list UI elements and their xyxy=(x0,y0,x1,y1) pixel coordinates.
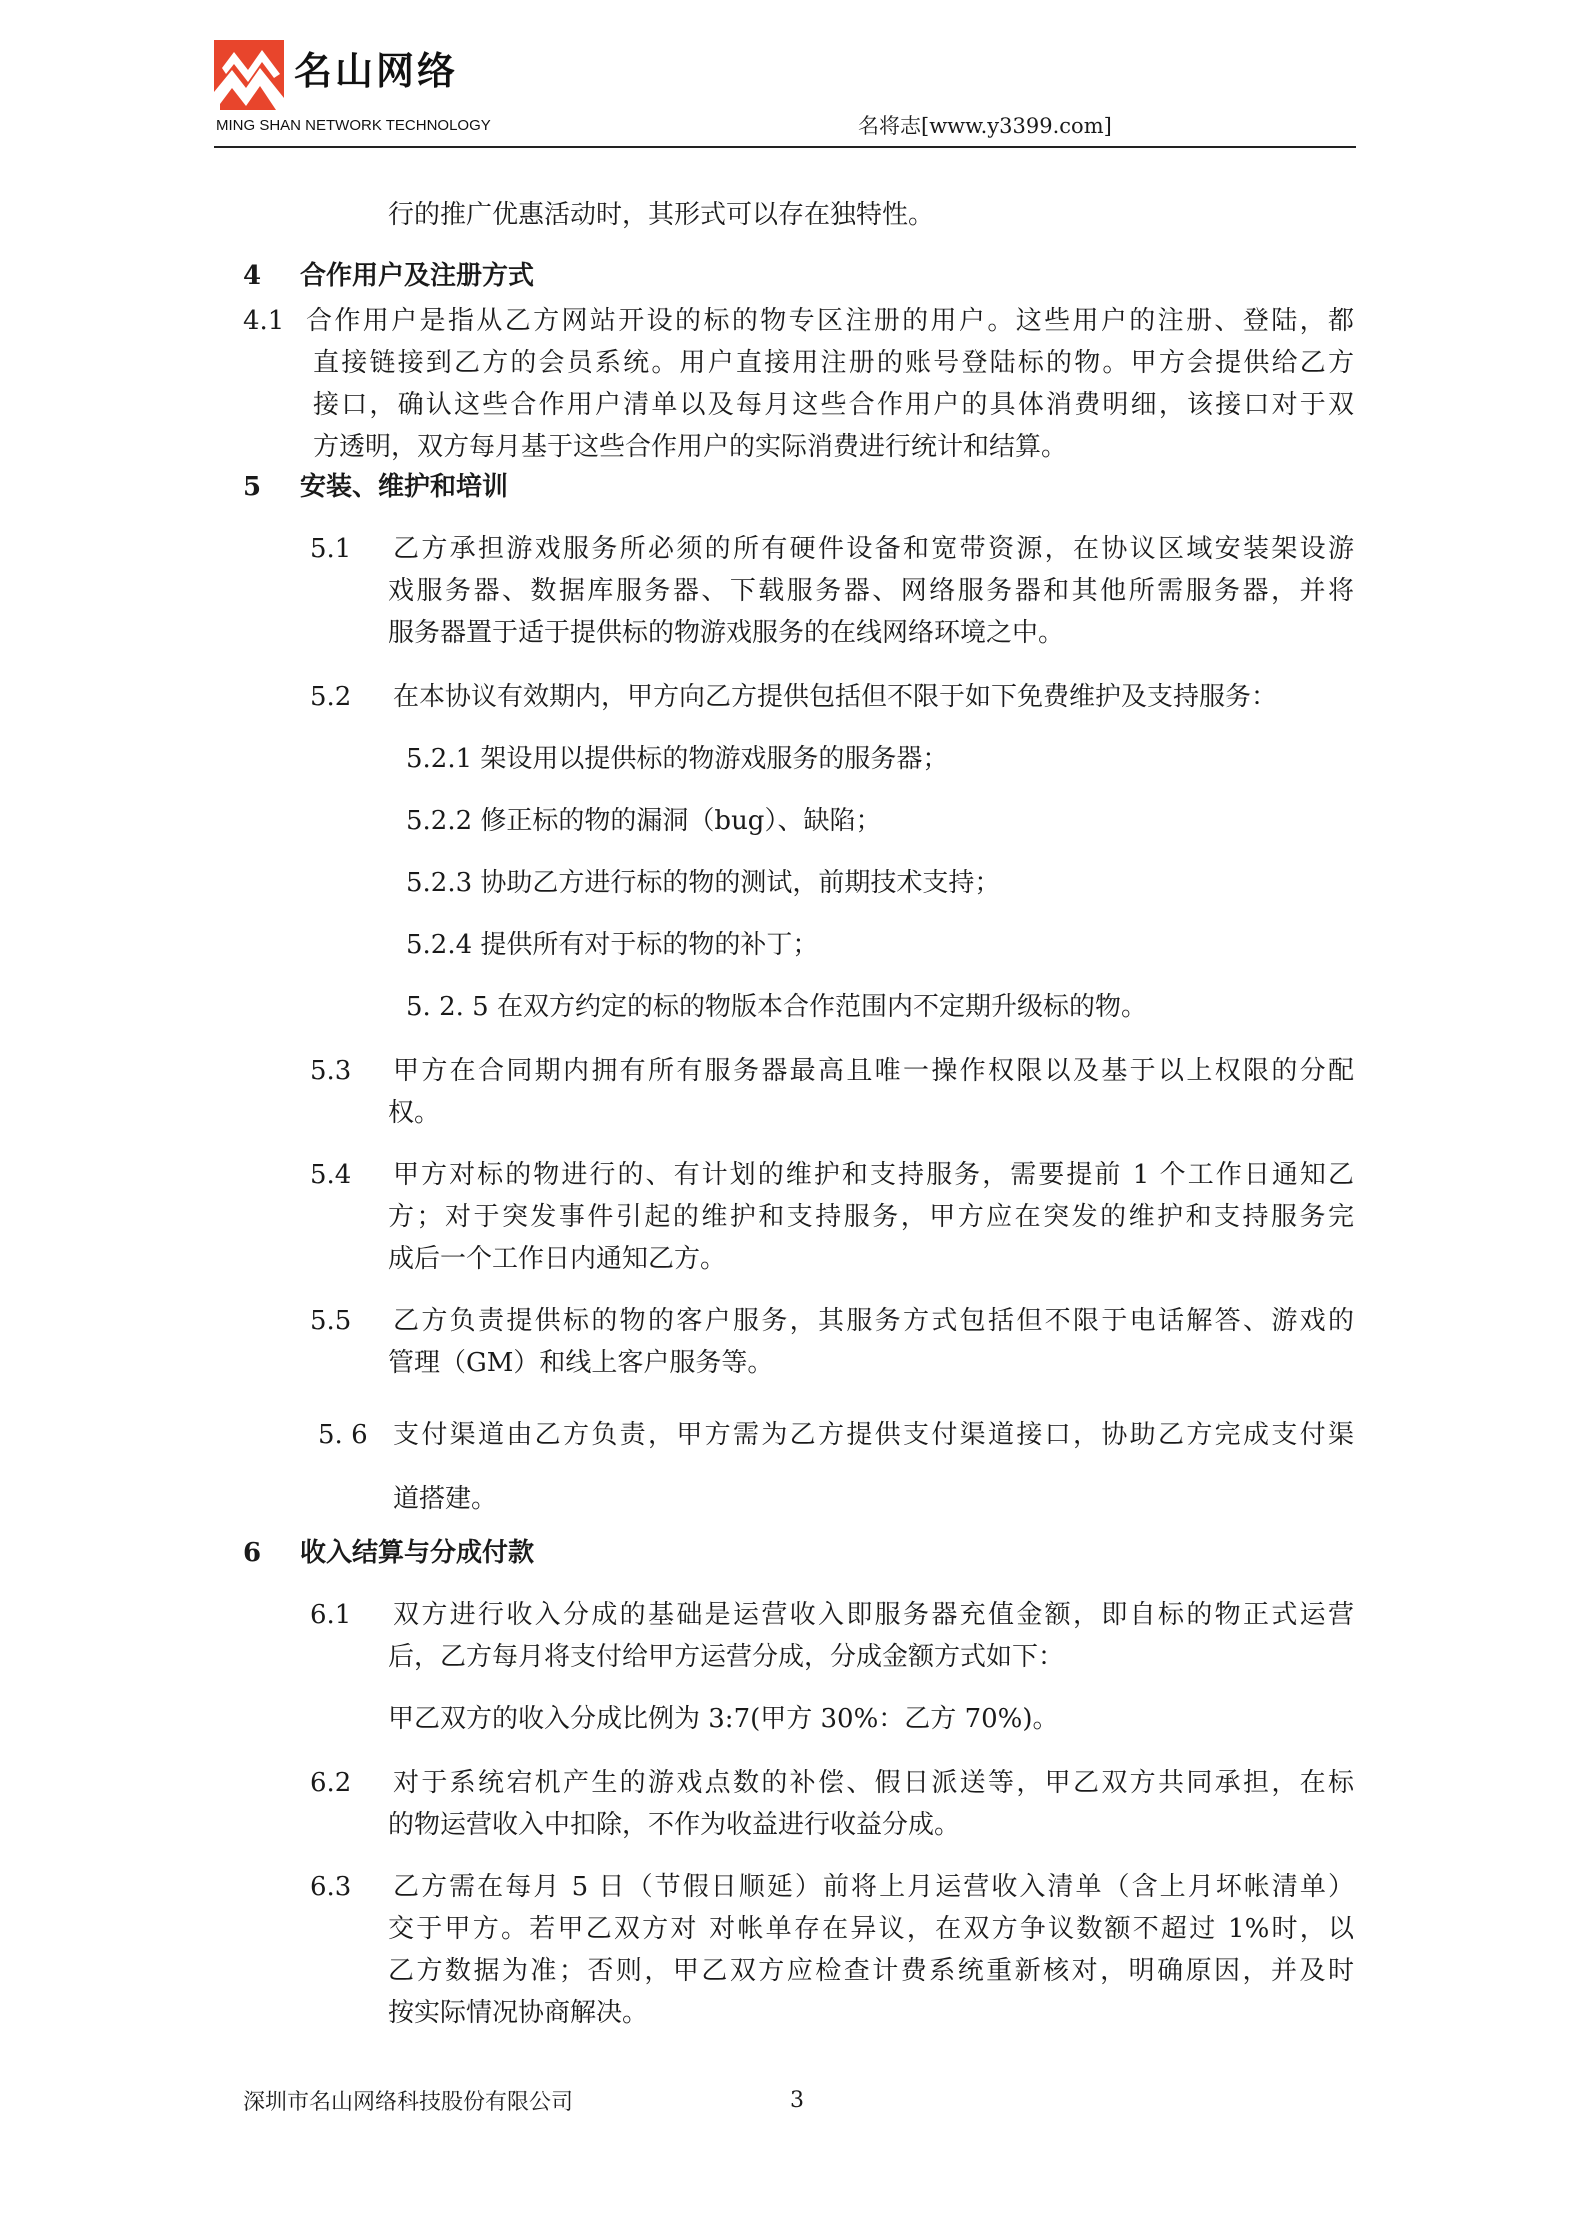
section-6-title: 收入结算与分成付款 xyxy=(300,1538,535,1568)
clause-4-1-line: 接口，确认这些合作用户清单以及每月这些合作用户的具体消费明细，该接口对于双 xyxy=(313,390,1354,420)
clause-6-1-number: 6.1 xyxy=(310,1600,352,1630)
clause-5-5-line: 乙方负责提供标的物的客户服务，其服务方式包括但不限于电话解答、游戏的 xyxy=(393,1306,1354,1336)
clause-4-1-line: 直接链接到乙方的会员系统。用户直接用注册的账号登陆标的物。甲方会提供给乙方 xyxy=(313,348,1354,378)
clause-5-1-line: 戏服务器、数据库服务器、下载服务器、网络服务器和其他所需服务器，并将 xyxy=(388,576,1354,606)
clause-5-1-line: 乙方承担游戏服务所必须的所有硬件设备和宽带资源，在协议区域安装架设游 xyxy=(393,534,1354,564)
clause-6-3-number: 6.3 xyxy=(310,1872,352,1902)
site-label: 名将志[www.y3399.com] xyxy=(858,114,1112,138)
clause-5-2-item: 5. 2. 5 在双方约定的标的物版本合作范围内不定期升级标的物。 xyxy=(406,992,1147,1022)
clause-5-4-line: 成后一个工作日内通知乙方。 xyxy=(388,1244,727,1274)
clause-5-6-line: 支付渠道由乙方负责，甲方需为乙方提供支付渠道接口，协助乙方完成支付渠 xyxy=(393,1420,1354,1450)
clause-5-3-line: 甲方在合同期内拥有所有服务器最高且唯一操作权限以及基于以上权限的分配 xyxy=(393,1056,1354,1086)
clause-5-4-number: 5.4 xyxy=(310,1160,352,1190)
clause-6-2-line: 对于系统宕机产生的游戏点数的补偿、假日派送等，甲乙双方共同承担，在标 xyxy=(393,1768,1354,1798)
section-4-title: 合作用户及注册方式 xyxy=(300,261,535,291)
section-4-number: 4 xyxy=(243,261,262,291)
clause-5-2-item: 5.2.4 提供所有对于标的物的补丁； xyxy=(406,930,819,960)
page-number: 3 xyxy=(790,2088,804,2113)
section-5-title: 安装、维护和培训 xyxy=(300,472,509,502)
company-logo-icon xyxy=(214,40,284,110)
brand-name-en: MING SHAN NETWORK TECHNOLOGY xyxy=(216,117,491,134)
clause-6-2-line: 的物运营收入中扣除，不作为收益进行收益分成。 xyxy=(388,1810,961,1840)
clause-6-3-line: 按实际情况协商解决。 xyxy=(388,1998,649,2028)
continuation-line: 行的推广优惠活动时，其形式可以存在独特性。 xyxy=(388,200,935,230)
clause-5-2-number: 5.2 xyxy=(310,682,352,712)
clause-5-2-item: 5.2.2 修正标的物的漏洞（bug）、缺陷； xyxy=(406,806,882,836)
clause-5-2-item: 5.2.3 协助乙方进行标的物的测试，前期技术支持； xyxy=(406,868,1001,898)
clause-6-3-line: 乙方数据为准；否则，甲乙双方应检查计费系统重新核对，明确原因，并及时 xyxy=(388,1956,1354,1986)
clause-6-3-line: 乙方需在每月 5 日（节假日顺延）前将上月运营收入清单（含上月坏帐清单） xyxy=(393,1872,1354,1902)
clause-5-5-line: 管理（GM）和线上客户服务等。 xyxy=(388,1348,774,1378)
clause-5-1-line: 服务器置于适于提供标的物游戏服务的在线网络环境之中。 xyxy=(388,618,1065,648)
brand-name-cn: 名山网络 xyxy=(294,49,459,93)
clause-4-1-line: 合作用户是指从乙方网站开设的标的物专区注册的用户。这些用户的注册、登陆，都 xyxy=(306,306,1354,336)
clause-6-3-line: 交于甲方。若甲乙双方对 对帐单存在异议，在双方争议数额不超过 1%时，以 xyxy=(388,1914,1354,1944)
clause-4-1-line: 方透明，双方每月基于这些合作用户的实际消费进行统计和结算。 xyxy=(313,432,1068,462)
section-5-number: 5 xyxy=(243,472,262,502)
clause-4-1-number: 4.1 xyxy=(243,306,285,336)
clause-5-5-number: 5.5 xyxy=(310,1306,352,1336)
clause-5-3-line: 权。 xyxy=(388,1098,441,1128)
clause-5-4-line: 方；对于突发事件引起的维护和支持服务，甲方应在突发的维护和支持服务完 xyxy=(388,1202,1354,1232)
clause-5-4-line: 甲方对标的物进行的、有计划的维护和支持服务，需要提前 1 个工作日通知乙 xyxy=(393,1160,1354,1190)
clause-5-3-number: 5.3 xyxy=(310,1056,352,1086)
clause-5-2-line: 在本协议有效期内，甲方向乙方提供包括但不限于如下免费维护及支持服务： xyxy=(393,682,1278,712)
section-6-number: 6 xyxy=(243,1538,262,1568)
clause-6-1-line: 后，乙方每月将支付给甲方运营分成，分成金额方式如下： xyxy=(388,1642,1065,1672)
clause-6-1-line: 双方进行收入分成的基础是运营收入即服务器充值金额，即自标的物正式运营 xyxy=(393,1600,1354,1630)
clause-5-6-number: 5. 6 xyxy=(318,1420,368,1450)
clause-5-1-number: 5.1 xyxy=(310,534,352,564)
revenue-split-line: 甲乙双方的收入分成比例为 3:7(甲方 30%：乙方 70%)。 xyxy=(388,1704,1059,1734)
footer-company-name: 深圳市名山网络科技股份有限公司 xyxy=(243,2090,574,2115)
clause-5-6-line: 道搭建。 xyxy=(393,1484,498,1514)
header-divider xyxy=(214,146,1356,148)
clause-6-2-number: 6.2 xyxy=(310,1768,352,1798)
clause-5-2-item: 5.2.1 架设用以提供标的物游戏服务的服务器； xyxy=(406,744,949,774)
